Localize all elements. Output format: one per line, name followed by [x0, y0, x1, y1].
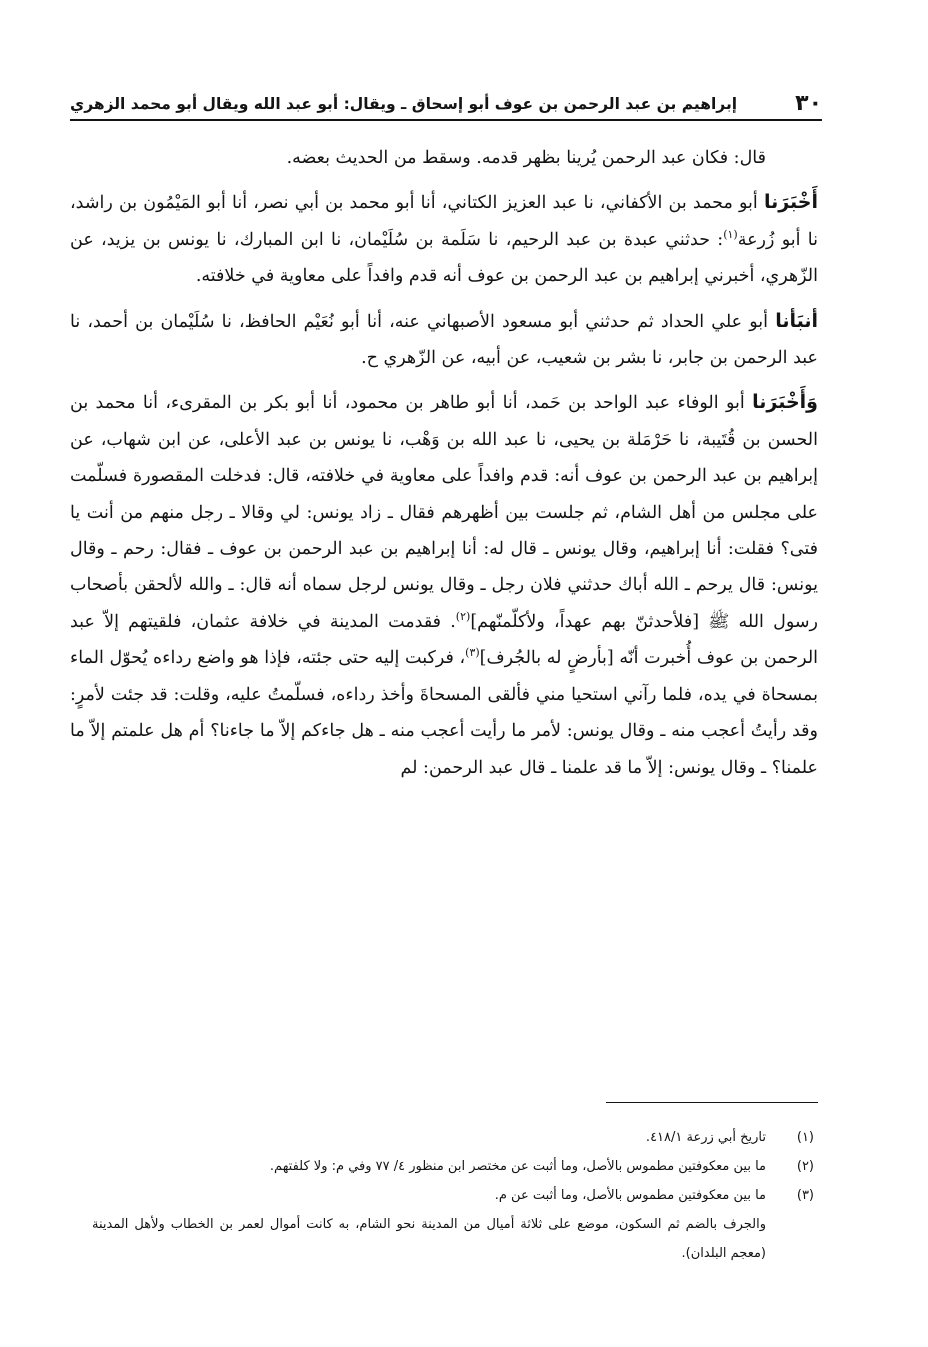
footnote-text: ما بين معكوفتين مطموس بالأصل، وما أثبت عن م.: [494, 1188, 766, 1203]
paragraph-4-text-a: أبو الوفاء عبد الواحد بن حَمد، أنا أبو طاهر بن محمود، أنا أبو بكر بن المقرىء، أنا محمد بن الحسن بن قُتَيبة، نا حَرْمَلة بن يحيى، نا عبد الله بن وَهْب، نا يونس بن عبد الأعلى، عن ابن شهاب، عن إبراهيم بن عبد الرحمن بن عوف أنه: قدم وافداً على معاوية في خلافته، قال: فدخلت المقصورة فسلّمت على مجلس من أهل الشام، ثم جلست بين أظهرهم فقال ـ زاد يونس: لي وقالا ـ رجل منهم من أنت يا فتى؟ فقلت: أنا إبراهيم، وقال يونس ـ قال له: أنا إبراهيم بن عبد الرحمن بن عوف ـ فقال: رحم ـ وقال يونس: قال يرحم ـ الله أباك حدثني فلان رجل ـ وقال يونس لرجل سماه أنه قال: ـ والله لألحقن بأصحاب رسول الله ﷺ [فلأحدثنّ بهم عهداً، ولأكلّمنّهم]: [70, 393, 818, 632]
paragraph-4: [70, 384, 818, 785]
footnote-3: [92, 1181, 814, 1210]
footnote-1: [92, 1123, 814, 1152]
paragraph-1-text: قال: فكان عبد الرحمن يُرينا بظهر قدمه. وسقط من الحديث بعضه.: [286, 148, 766, 168]
footnotes: [92, 1123, 814, 1268]
footnote-number: (٣): [796, 1188, 814, 1203]
main-text: [70, 140, 818, 786]
footnote-2: [92, 1152, 814, 1181]
header-rule: [70, 119, 822, 121]
page-header: [70, 78, 822, 118]
footnote-ref-1: (١): [723, 227, 738, 241]
paragraph-2-keyword: أَخْبَرَنا: [763, 191, 818, 214]
paragraph-3-text: أبو علي الحداد ثم حدثني أبو مسعود الأصبهاني عنه، أنا أبو نُعَيْم الحافظ، نا سُلَيْمان بن أحمد، نا عبد الرحمن بن جابر، نا بشر بن شعيب، عن أبيه، عن الزّهري ح.: [70, 311, 818, 369]
footnote-text: ما بين معكوفتين مطموس بالأصل، وما أثبت عن مختصر ابن منظور ٤/ ٧٧ وفي م: ولا كلفتهم.: [269, 1159, 766, 1174]
footnote-ref-2: (٢): [455, 610, 471, 624]
paragraph-1: [70, 140, 818, 176]
paragraph-2: [70, 184, 818, 294]
paragraph-4-keyword: وَأَخْبَرَنا: [752, 391, 818, 414]
paragraph-2-text-a: أبو محمد بن الأكفاني، نا عبد العزيز الكتاني، أنا أبو محمد بن أبي نصر، أنا أبو المَيْمُون بن راشد، نا أبو زُرعة: [70, 193, 818, 250]
footnote-number: (١): [796, 1130, 814, 1145]
footnote-ref-3: (٣): [465, 646, 480, 660]
paragraph-4-text-b: . فقدمت المدينة في خلافة عثمان، فلقيتهم إلاّ عبد الرحمن بن عوف أُخبرت أنّه [بأرضٍ له بالجُرف]: [70, 611, 819, 669]
paragraph-4-text-c: ، فركبت إليه حتى جئته، فإذا هو واضع رداءه يُحوّل الماء بمسحاة في يده، فلما رآني استحيا مني فألقى المسحاةَ وأخذ رداءه، فسلّمتُ عليه، وقلت: قد جئت لأمرٍ: وقد رأيتُ أعجب منه ـ وقال يونس: لأمر ما رأيت أعجب منه ـ هل جاءكم إلاّ ما جاءنا؟ أم هل علمتم إلاّ ما علمنا؟ ـ وقال يونس: إلاّ ما قد علمنا ـ قال عبد الرحمن: لم: [70, 648, 818, 778]
footnote-3-continuation: والجرف بالضم ثم السكون، موضع على ثلاثة أميال من المدينة نحو الشام، به كانت أموال لعمر بن الخطاب ولأهل المدينة (معجم البلدان).: [92, 1217, 766, 1261]
paragraph-3-keyword: أنبَأنا: [775, 309, 818, 332]
footnote-number: (٢): [796, 1159, 814, 1174]
footnote-text: تاريخ أبي زرعة ٤١٨/١.: [645, 1130, 766, 1145]
running-head: إبراهيم بن عبد الرحمن بن عوف أبو إسحاق ـ ويقال: أبو عبد الله ويقال أبو محمد الزهري: [70, 95, 738, 113]
footnote-rule: [606, 1102, 818, 1103]
paragraph-3: [70, 303, 818, 377]
paragraph-2-text-b: : حدثني عبدة بن عبد الرحيم، نا سَلَمة بن سُلَيْمان، نا ابن المبارك، نا يونس بن يزيد، عن الزّهري، أخبرني إبراهيم بن عبد الرحمن بن عوف أنه قدم وافداً على معاوية في خلافته.: [70, 229, 818, 287]
page-number: ٣٠: [795, 91, 822, 116]
